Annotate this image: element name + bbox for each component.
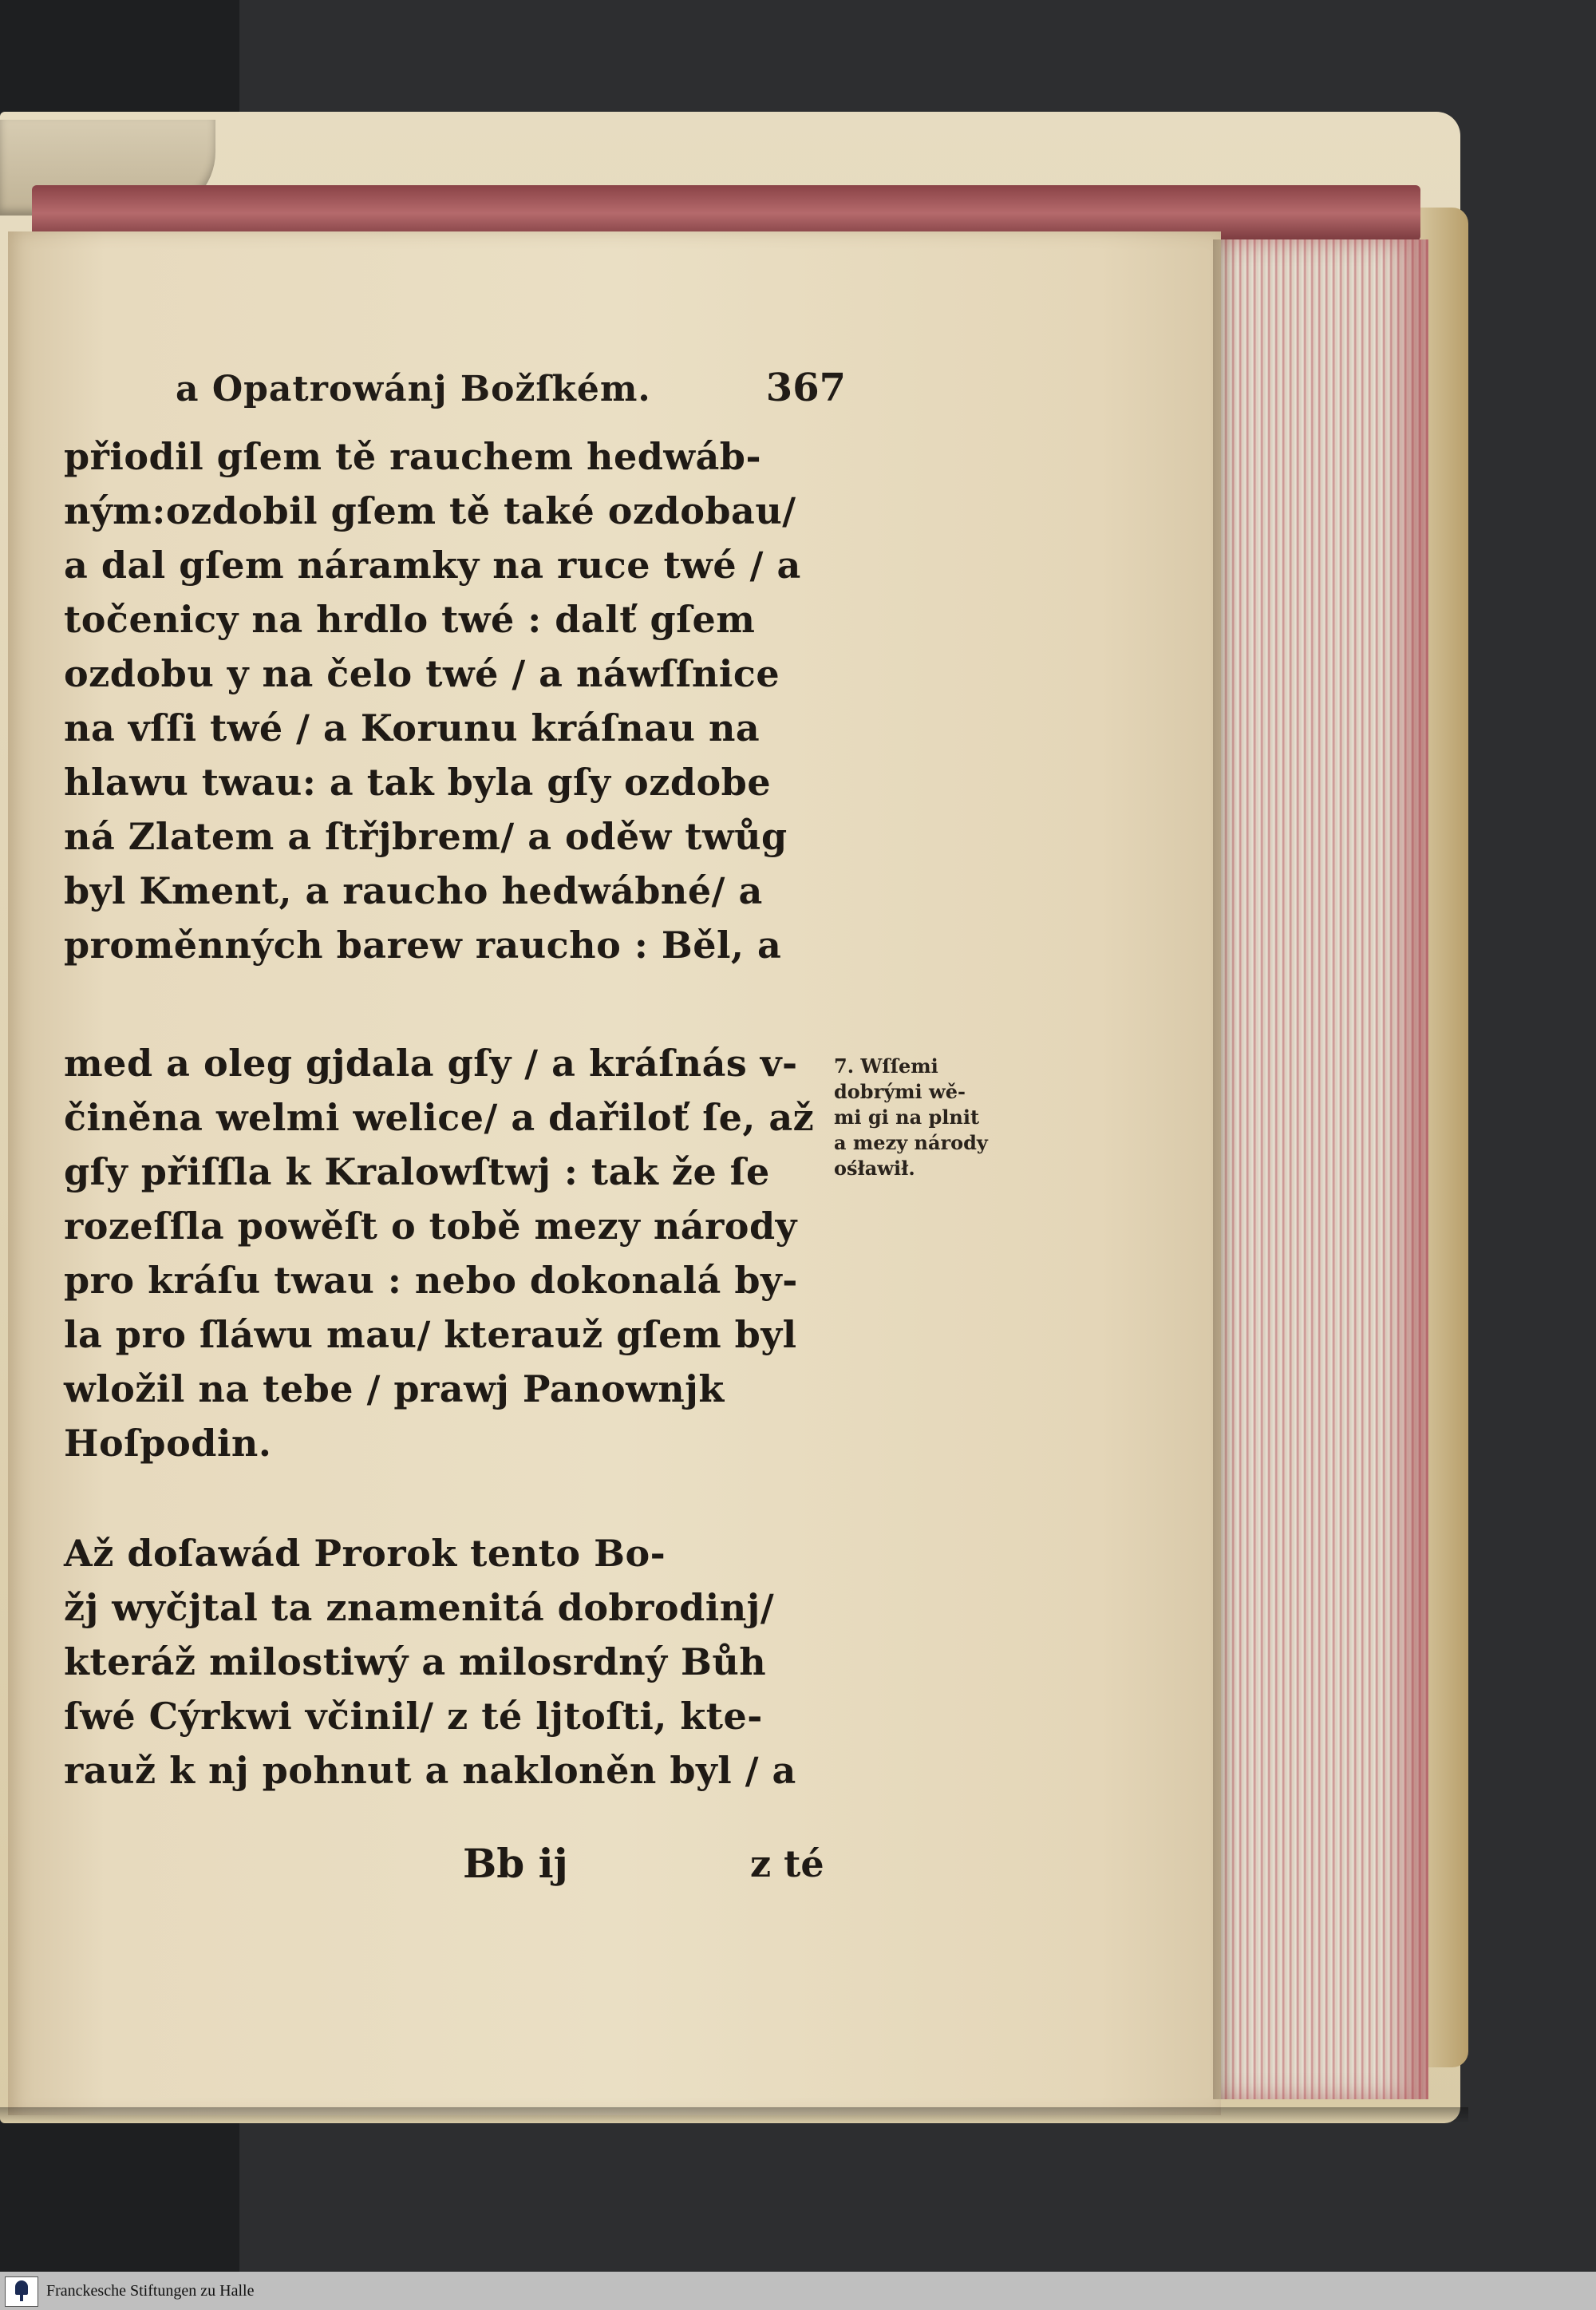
text-line: Hoſpodin. — [64, 1422, 272, 1465]
paragraph-start-line: Až doſawád Prorok tento Bo- — [64, 1532, 666, 1575]
text-line: pro kráſu twau : nebo dokonalá by- — [64, 1259, 798, 1302]
text-line: rauž k nj pohnut a nakloněn byl / a — [64, 1749, 796, 1792]
text-line: točenicy na hrdlo twé : dalť gſem — [64, 598, 756, 641]
text-line: přiodil gſem tě rauchem hedwáb- — [64, 435, 762, 478]
text-line: hlawu twau: a tak byla gſy ozdobe — [64, 761, 772, 804]
text-line: ſwé Cýrkwi včinil/ z té ljtoſti, kte- — [64, 1695, 763, 1738]
marginal-note-line: 7. Wſſemi — [834, 1054, 938, 1078]
text-line: byl Kment, a raucho hedwábné/ a — [64, 869, 763, 912]
marginal-note-line: ośławił. — [834, 1157, 915, 1180]
text-line: ná Zlatem a ſtřjbrem/ a oděw twůg — [64, 815, 788, 858]
running-head — [176, 366, 846, 421]
institution-logo-icon — [5, 2276, 38, 2307]
text-line: na vſſi twé / a Korunu kráſnau na — [64, 706, 760, 750]
gutter-shadow — [1213, 239, 1237, 2099]
text-line: wložil na tebe / prawj Panownjk — [64, 1367, 725, 1410]
text-line: a dal gſem náramky na ruce twé / a — [64, 544, 801, 587]
text-line: rozeſſla powěſt o tobě mezy národy — [64, 1204, 797, 1248]
bottom-shadow — [0, 2107, 1468, 2123]
text-line: činěna welmi welice/ a dařiloť ſe, až — [64, 1096, 815, 1139]
text-line: kteráž milostiwý a milosrdný Bůh — [64, 1640, 767, 1683]
marginal-note-line: mi gi na plnit — [834, 1106, 980, 1129]
marginal-note-line: a mezy národy — [834, 1131, 988, 1154]
text-line: proměnných barew raucho : Běl, a — [64, 924, 782, 967]
text-line: ozdobu y na čelo twé / a náwſſnice — [64, 652, 780, 695]
footer-bar — [0, 2272, 1596, 2310]
page-fore-edge — [1221, 239, 1428, 2099]
signature-mark: Bb ij — [463, 1840, 568, 1887]
text-line: žj wyčjtal ta znamenitá dobrodinj/ — [64, 1586, 775, 1629]
text-line: la pro ſláwu mau/ kterauž gſem byl — [64, 1313, 797, 1356]
marginal-note-line: dobrými wě- — [834, 1080, 966, 1103]
text-line: ným:ozdobil gſem tě také ozdobau/ — [64, 489, 796, 532]
text-line: med a oleg gjdala gſy / a kráſnás v- — [64, 1042, 798, 1085]
running-title: a Opatrowánj Božſkém. — [176, 369, 651, 409]
text-line: gſy přiſſla k Kralowſtwj : tak že ſe — [64, 1150, 770, 1193]
footer-institution-name: Franckesche Stiftungen zu Halle — [46, 2282, 255, 2300]
page-number: 367 — [765, 366, 846, 410]
catchword: z té — [750, 1842, 824, 1885]
